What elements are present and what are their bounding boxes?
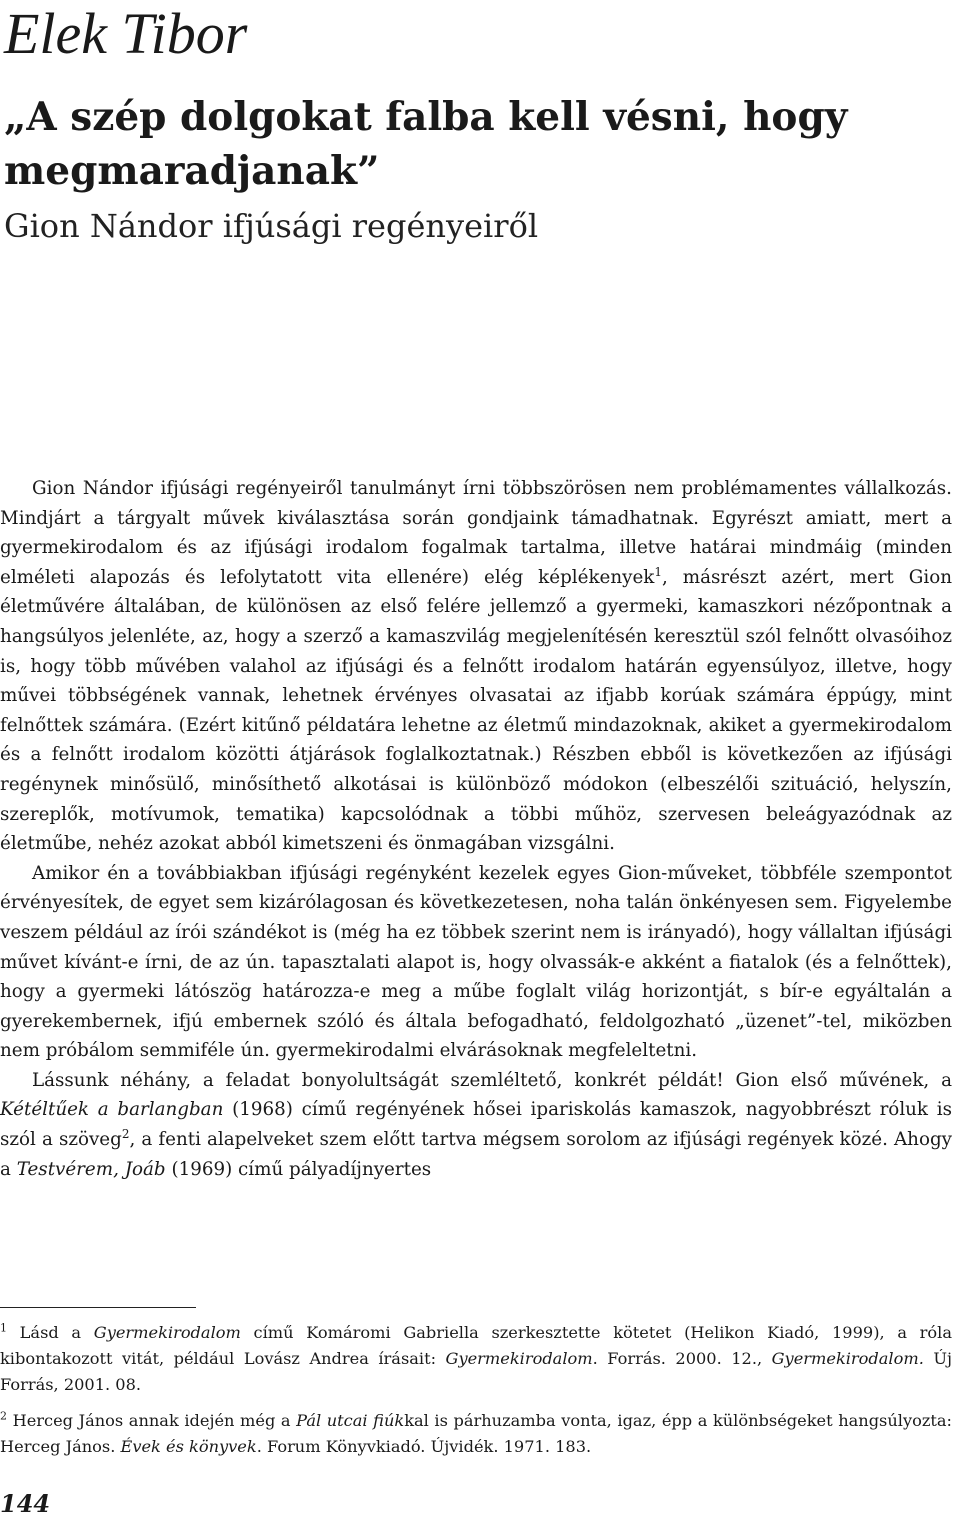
book-title-testverem-joab: Testvérem, Joáb [16,1158,166,1180]
footnote-ref-1[interactable]: 1 [654,564,662,579]
footnote-1-text-d: Új Forrás, 2001. 08. [0,1349,953,1394]
footnote-1-number: 1 [0,1321,7,1335]
author-name: Elek Tibor [4,1,248,66]
paragraph-3-text-c: , a fenti alapelveket szem előtt tartva mégsem sorolom az ifjúsági regények közé. Ahogy a [0,1129,952,1180]
paragraph-3 [0,1066,952,1184]
footnote-1-text-b: című Komáromi Gabriella szerkesztette kötetet (Helikon Kiadó, 1999), a róla kibontakozott vitát, például Lovász Andrea írásait: [0,1323,952,1368]
article-title: „A szép dolgokat falba kell vésni, hogy megmaradjanak” [4,94,848,194]
footnote-2 [0,1408,952,1460]
paragraph-2: Amikor én a továbbiakban ifjúsági regényként kezelek egyes Gion-műveket, többféle szempontot érvényesítek, de egyet sem kizárólagosan és következetesen, noha talán önkényesen sem. Figyelembe veszem például az írói szándékot is (még ha ez többek szerint nem is irányadó), hogy vállaltan ifjúsági művet kívánt-e írni, de az ún. tapasztalati alapot is, hogy olvassák-e akként a fiatalok (és a felnőttek), hogy a gyermeki látószög határozza-e meg a műbe foglalt világ horizontját, s bír-e egyáltalán a gyerekembernek, ifjú embernek szóló és általa befogadható, feldolgozható „üzenet”-tel, miközben nem próbálom semmiféle ún. gyermekirodalmi elvárásoknak megfeleltetni. [0,862,952,1062]
article-subtitle: Gion Nándor ifjúsági regényeiről [4,207,539,245]
footnote-1-italic-1: Gyermekirodalom [93,1323,241,1342]
footnote-2-text-c: . Forum Könyvkiadó. Újvidék. 1971. 183. [256,1437,592,1456]
footnote-1-italic-2: Gyermekirodalom [445,1349,593,1368]
footnote-2-number: 2 [0,1409,7,1423]
footnote-1-text-a: Lásd a [7,1323,94,1342]
body-text [0,474,952,1184]
paragraph-3-text-b: (1968) című regényének hősei ipariskolás kamaszok, nagyobbrészt róluk is szól a szöveg [0,1099,952,1151]
footnote-2-text-b: kal is párhuzamba vonta, igaz, épp a különbségeket hangsúlyozta: Herceg János. [0,1411,952,1456]
paragraph-3-text-d: (1969) című pályadíjnyertes [165,1158,432,1180]
footnote-1 [0,1320,952,1398]
page-number: 144 [0,1489,51,1518]
paragraph-1 [0,474,952,859]
footnotes [0,1320,952,1470]
paragraph-1-text-b: , másrészt azért, mert Gion életművére általában, de különösen az első felére jellemző a gyermeki, kamaszkori nézőpontnak a hangsúlyos jelenléte, az, hogy a szerző a kamaszvilág megjelenítésén keresztül szól felnőtt olvasóihoz is, hogy több művében valahol az ifjúsági és a felnőtt irodalom határán egyensúlyoz, illetve, hogy művei többségének vannak, lehetnek érvényes olvasatai az ifjabb korúak számára éppúgy, mint felnőttek számára. (Ezért kitűnő példatára lehetne az életmű mindazoknak, akiket a gyermekirodalom és a felnőtt irodalom közötti átjárások foglalkoztatnak.) Részben ebből is következően az ifjúsági regénynek minősülő, minősíthető alkotásai is különböző módokon (elbeszélői szituáció, helyszín, szereplők, motívumok, tematika) kapcsolódnak a többi műhöz, szervesen beleágyazódnak az életműbe, nehéz azokat abból kimetszeni és önmagában vizsgálni. [0,566,952,855]
footnote-2-italic-2: Évek és könyvek [120,1437,257,1456]
paragraph-3-text-a: Lássunk néhány, a feladat bonyolultságát szemléltető, konkrét példát! Gion első művének, a [32,1069,952,1091]
footnote-divider [0,1307,196,1308]
footnote-ref-2[interactable]: 2 [121,1126,130,1141]
footnote-2-text-a: Herceg János annak idején még a [7,1411,297,1430]
footnote-1-text-c: . Forrás. 2000. 12., [592,1349,772,1368]
paragraph-1-text-a: Gion Nándor ifjúsági regényeiről tanulmányt írni többszörösen nem problémamentes vállalkozás. Mindjárt a tárgyalt művek kiválasztása során gondjaink támadhatnak. Egyrészt amiatt, mert a gyermekirodalom és az ifjúsági irodalom fogalmak tartalma, illetve határai mindmáig (minden elméleti alapozás és lefolytatott vita ellenére) elég képlékenyek [0,478,952,588]
footnote-2-italic-1: Pál utcai fiúk [296,1411,405,1430]
book-title-ketteltuek: Kétéltűek a barlangban [0,1099,224,1121]
footnote-1-italic-3: Gyermekirodalom. [771,1349,924,1368]
document-page [4,0,956,248]
